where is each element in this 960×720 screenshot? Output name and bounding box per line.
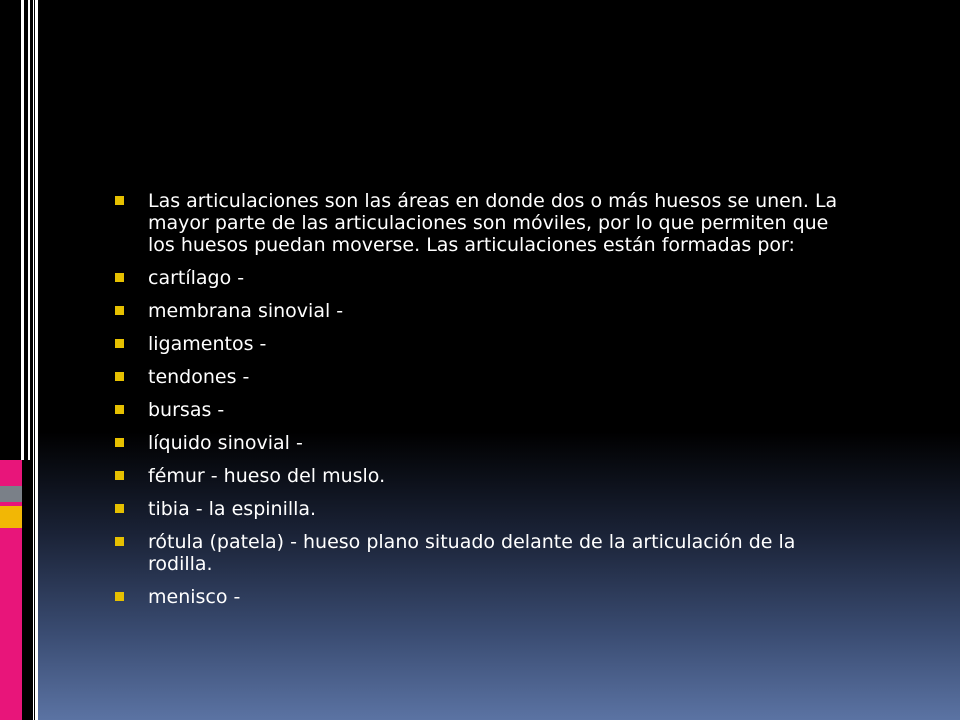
list-item-text: membrana sinovial -	[148, 300, 344, 322]
bullet-list	[113, 190, 853, 619]
square-bullet-icon	[115, 339, 124, 348]
list-item-text: menisco -	[148, 586, 241, 608]
list-item	[113, 465, 853, 487]
square-bullet-icon	[115, 196, 124, 205]
square-bullet-icon	[115, 273, 124, 282]
list-item	[113, 267, 853, 289]
list-item-text: tendones -	[148, 366, 250, 388]
list-item-text: ligamentos -	[148, 333, 267, 355]
square-bullet-icon	[115, 537, 124, 546]
list-item	[113, 300, 853, 322]
list-item-text: líquido sinovial -	[148, 432, 303, 454]
list-item	[113, 531, 853, 575]
decor-white-stripe	[33, 0, 34, 720]
list-item-text: tibia - la espinilla.	[148, 498, 317, 520]
list-item-text: bursas -	[148, 399, 225, 421]
list-item	[113, 399, 853, 421]
square-bullet-icon	[115, 438, 124, 447]
list-item	[113, 333, 853, 355]
list-item	[113, 432, 853, 454]
decor-white-stripe	[28, 0, 30, 460]
list-item-text: Las articulaciones son las áreas en donde dos o más huesos se unen. La mayor parte de las articulaciones son móviles, por lo que permiten que los huesos puedan moverse. Las articulaciones están formadas por:	[148, 190, 838, 256]
square-bullet-icon	[115, 471, 124, 480]
list-item	[113, 586, 853, 608]
square-bullet-icon	[115, 306, 124, 315]
decor-white-stripe	[21, 0, 24, 460]
square-bullet-icon	[115, 592, 124, 601]
left-decoration	[0, 0, 22, 720]
list-item-text: rótula (patela) - hueso plano situado delante de la articulación de la rodilla.	[148, 531, 796, 575]
list-item-text: cartílago -	[148, 267, 245, 289]
list-item	[113, 366, 853, 388]
decor-white-stripe	[35, 0, 38, 720]
square-bullet-icon	[115, 372, 124, 381]
decor-gray-bar	[0, 486, 22, 502]
list-item-text: fémur - hueso del muslo.	[148, 465, 386, 487]
decor-yellow-bar	[0, 506, 22, 528]
square-bullet-icon	[115, 405, 124, 414]
square-bullet-icon	[115, 504, 124, 513]
list-item	[113, 190, 853, 256]
list-item	[113, 498, 853, 520]
